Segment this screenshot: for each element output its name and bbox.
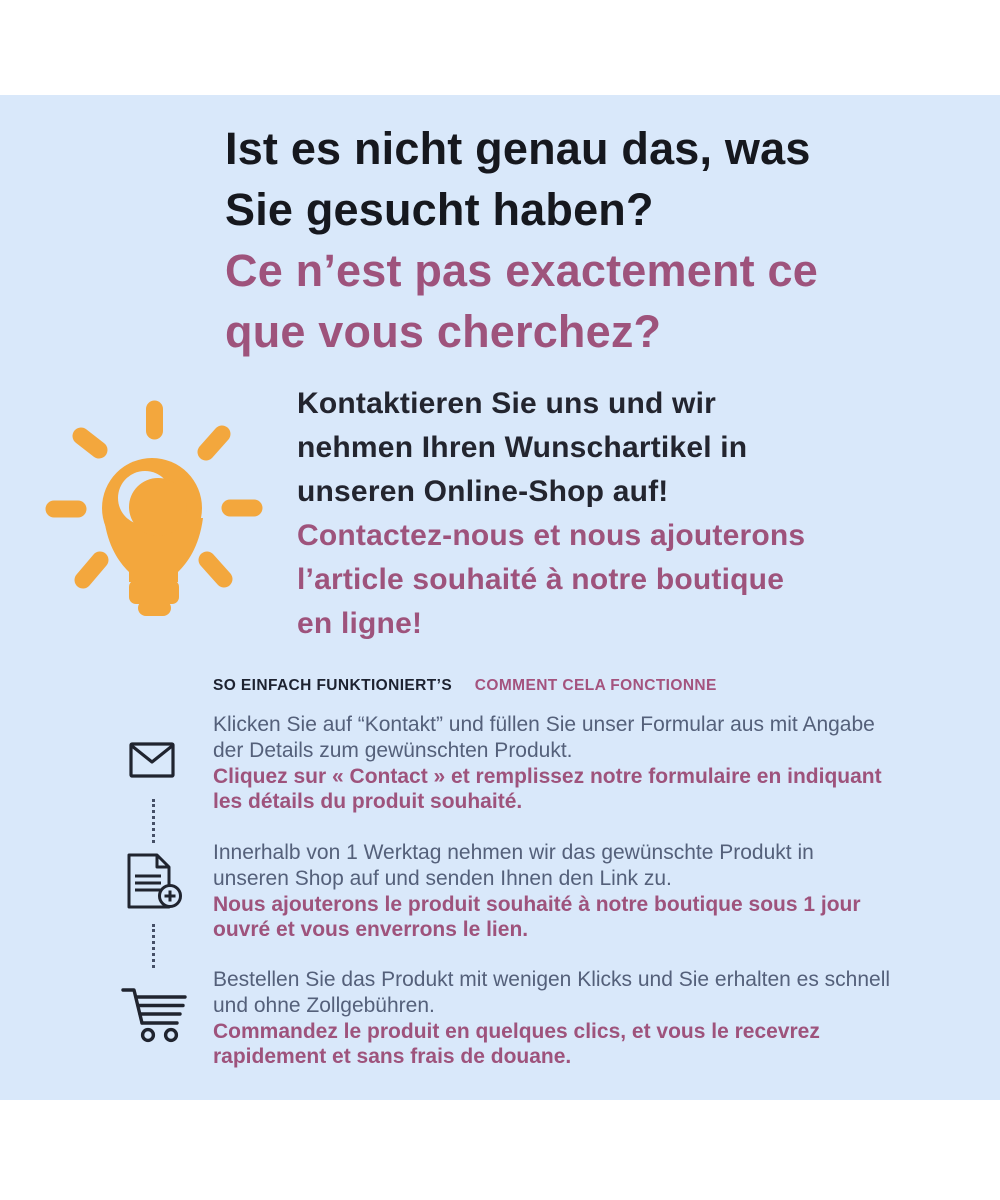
step-2-de-line: unseren Shop auf und senden Ihnen den Link zu. [213,866,672,890]
intro-de-line: nehmen Ihren Wunschartikel in [297,431,748,464]
step-2-fr-line: Nous ajouterons le produit souhaité à notre boutique sous 1 jour [213,892,861,916]
step-3-de-line: Bestellen Sie das Produkt mit wenigen Klicks und Sie erhalten es schnell [213,968,891,991]
step-3-de-line: und ohne Zollgebühren. [213,993,435,1017]
step-1-fr-line: les détails du produit souhaité. [213,790,523,814]
how-it-works-label-de: SO EINFACH FUNKTIONIERT’S [213,677,453,694]
step-3-fr-line: rapidement et sans frais de douane. [213,1045,572,1069]
step-3-fr-line: Commandez le produit en quelques clics, et vous le recevrez [213,1019,820,1043]
lightbulb-icon [35,388,285,638]
how-it-works-label-fr: COMMENT CELA FONCTIONNE [474,677,717,694]
step-2-fr-line: ouvré et vous enverrons le lien. [213,918,529,942]
step-2-de-line: Innerhalb von 1 Werktag nehmen wir das gewünschte Produkt in [213,841,814,864]
headline [225,118,945,362]
intro-fr-line: l’article souhaité à notre boutique [297,563,785,596]
step-2 [213,840,943,943]
step-3 [213,967,943,1070]
intro-fr-line: Contactez-nous et nous ajouterons [297,519,806,552]
intro-de-line: Kontaktieren Sie uns und wir [297,387,716,420]
step-1-fr-line: Cliquez sur « Contact » et remplissez notre formulaire en indiquant [213,764,882,788]
headline-de-line: Ist es nicht genau das, was [225,123,811,174]
step-1-de-line: Klicken Sie auf “Kontakt” und füllen Sie unser Formular aus mit Angabe [213,713,875,736]
step-1-de-line: der Details zum gewünschten Produkt. [213,738,573,762]
envelope-icon [129,742,175,778]
headline-fr-line: Ce n’est pas exactement ce [225,245,818,296]
headline-fr-line: que vous cherchez? [225,306,662,357]
intro-de-line: unseren Online-Shop auf! [297,475,669,508]
dotted-connector [152,799,155,843]
intro-fr-line: en ligne! [297,607,423,640]
dotted-connector [152,924,155,968]
document-add-icon [126,852,184,912]
shopping-cart-icon [119,983,191,1045]
step-1 [213,712,943,815]
intro-paragraph [297,382,937,646]
headline-de-line: Sie gesucht haben? [225,184,654,235]
how-it-works-labels [213,677,933,695]
